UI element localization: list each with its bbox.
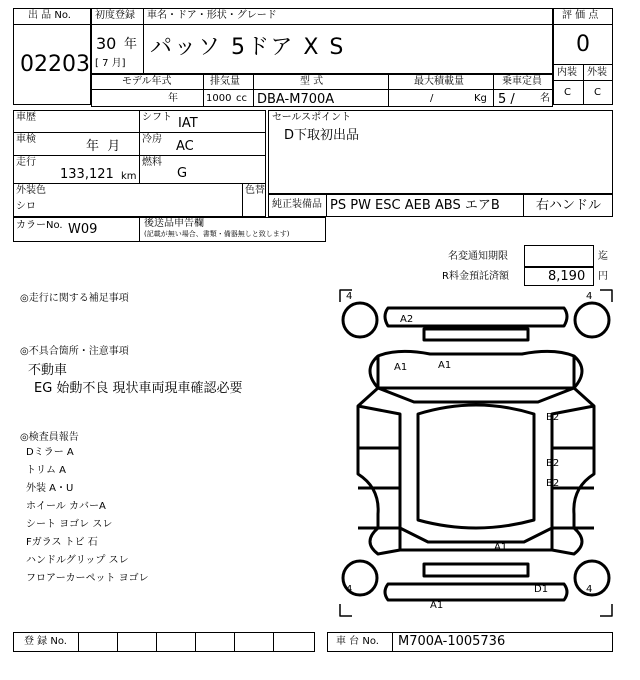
capacity-value: 5 / <box>498 92 515 107</box>
recycle-label: R料金預託済額 <box>442 271 509 282</box>
damage-mark: A1 <box>494 542 508 553</box>
exterior-label: 外装 <box>587 67 607 78</box>
mileage-unit: km <box>121 171 137 182</box>
max-load-label: 最大積載量 <box>414 76 464 87</box>
later-report-note: (記載が無い場合、書類・備器無しと致します) <box>144 230 290 238</box>
type-code: DBA-M700A <box>257 92 335 107</box>
tire-label-front-left: 4 <box>346 291 353 302</box>
lot-number-label: 出 品 No. <box>28 10 71 21</box>
shift-label: シフト <box>142 112 172 123</box>
damage-mark: A1 <box>438 360 452 371</box>
ac-label: 冷房 <box>142 134 162 145</box>
exterior-color-value: シロ <box>16 201 36 212</box>
exterior-grade: C <box>594 87 601 98</box>
car-name: パッソ 5ドア X S <box>150 35 346 60</box>
displacement-value: 1000 <box>206 93 232 104</box>
damage-mark: B2 <box>546 458 560 469</box>
equipment-value: PS PW ESC AEB ABS エアB <box>330 198 500 213</box>
color-number-label: カラーNo. <box>16 220 63 231</box>
exterior-color-label: 外装色 <box>16 185 46 196</box>
sales-point-label: セールスポイント <box>272 112 352 123</box>
inspector-line: フロアーカーペット ヨゴレ <box>26 573 149 584</box>
inspector-line: Dミラー A <box>26 447 74 458</box>
damage-mark: B2 <box>546 478 560 489</box>
tire-label-rear-left: 4 <box>346 584 353 595</box>
capacity-label: 乗車定員 <box>502 76 542 87</box>
interior-grade: C <box>564 87 571 98</box>
type-label: 型 式 <box>300 76 324 87</box>
car-name-label: 車名・ドア・形状・グレード <box>147 10 277 21</box>
registration-year: 30 <box>96 34 117 53</box>
sales-point-value: D下取初出品 <box>284 128 360 143</box>
damage-mark: A2 <box>400 314 414 325</box>
fuel-value: G <box>177 166 188 181</box>
damage-mark: A1 <box>394 362 408 373</box>
equipment-label: 純正装備品 <box>272 199 322 210</box>
registration-year-unit: 年 <box>124 37 138 52</box>
tire-label-rear-right: 4 <box>586 584 593 595</box>
color-number-value: W09 <box>68 222 98 237</box>
recycle-amount: 8,190 <box>548 269 586 284</box>
color-change-label: 色替 <box>245 185 265 196</box>
defects-title: ◎不具合箇所・注意事項 <box>20 346 129 357</box>
history-label: 車歴 <box>16 112 36 123</box>
ac-value: AC <box>176 139 194 154</box>
score-label: 評 価 点 <box>562 10 599 21</box>
inspector-title: ◎検査員報告 <box>20 432 79 443</box>
inspector-line: Fガラス トビ 石 <box>26 537 98 548</box>
car-damage-diagram <box>338 288 614 618</box>
name-change-label: 名変通知期限 <box>448 251 508 262</box>
displacement-unit: cc <box>236 93 247 104</box>
tire-label-front-right: 4 <box>586 291 593 302</box>
damage-mark: D1 <box>534 584 549 595</box>
model-year-label: モデル年式 <box>122 76 172 87</box>
chassis-number: M700A-1005736 <box>398 634 506 649</box>
damage-mark: B2 <box>546 412 560 423</box>
mileage-label: 走行 <box>16 157 36 168</box>
registration-month: [ 7 月] <box>95 58 126 69</box>
lot-number: 02203 <box>20 52 90 77</box>
defect-line: 不動車 <box>28 363 68 378</box>
shift-value: IAT <box>178 116 198 131</box>
inspector-line: 外装 A・U <box>26 483 74 494</box>
max-load-unit: Kg <box>474 93 487 104</box>
driving-notes-title: ◎走行に関する補足事項 <box>20 293 129 304</box>
later-report-label: 後送品申告欄 <box>144 218 204 229</box>
inspector-line: トリム A <box>26 465 67 476</box>
max-load-value: / <box>430 93 434 104</box>
name-change-unit: 迄 <box>598 251 608 262</box>
inspector-line: シート ヨゴレ スレ <box>26 519 113 530</box>
chassis-number-label: 車 台 No. <box>336 636 379 647</box>
mileage-value: 133,121 <box>60 167 114 182</box>
interior-label: 内装 <box>557 67 577 78</box>
displacement-label: 排気量 <box>210 76 240 87</box>
model-year-unit: 年 <box>168 93 178 104</box>
registration-number-label: 登 録 No. <box>24 636 67 647</box>
overall-score: 0 <box>576 32 590 57</box>
fuel-label: 燃料 <box>142 157 162 168</box>
recycle-unit: 円 <box>598 271 608 282</box>
name-change-box <box>524 245 594 267</box>
defect-line: EG 始動不良 現状車両現車確認必要 <box>34 381 243 396</box>
steering-value: 右ハンドル <box>536 198 602 213</box>
capacity-unit: 名 <box>540 93 550 104</box>
inspection-value: 年 月 <box>86 139 121 154</box>
inspector-line: ホイール カバーA <box>26 501 106 512</box>
inspection-label: 車検 <box>16 134 36 145</box>
inspector-line: ハンドルグリップ スレ <box>26 555 129 566</box>
first-registration-label: 初度登録 <box>95 10 135 21</box>
damage-mark: A1 <box>430 600 444 611</box>
